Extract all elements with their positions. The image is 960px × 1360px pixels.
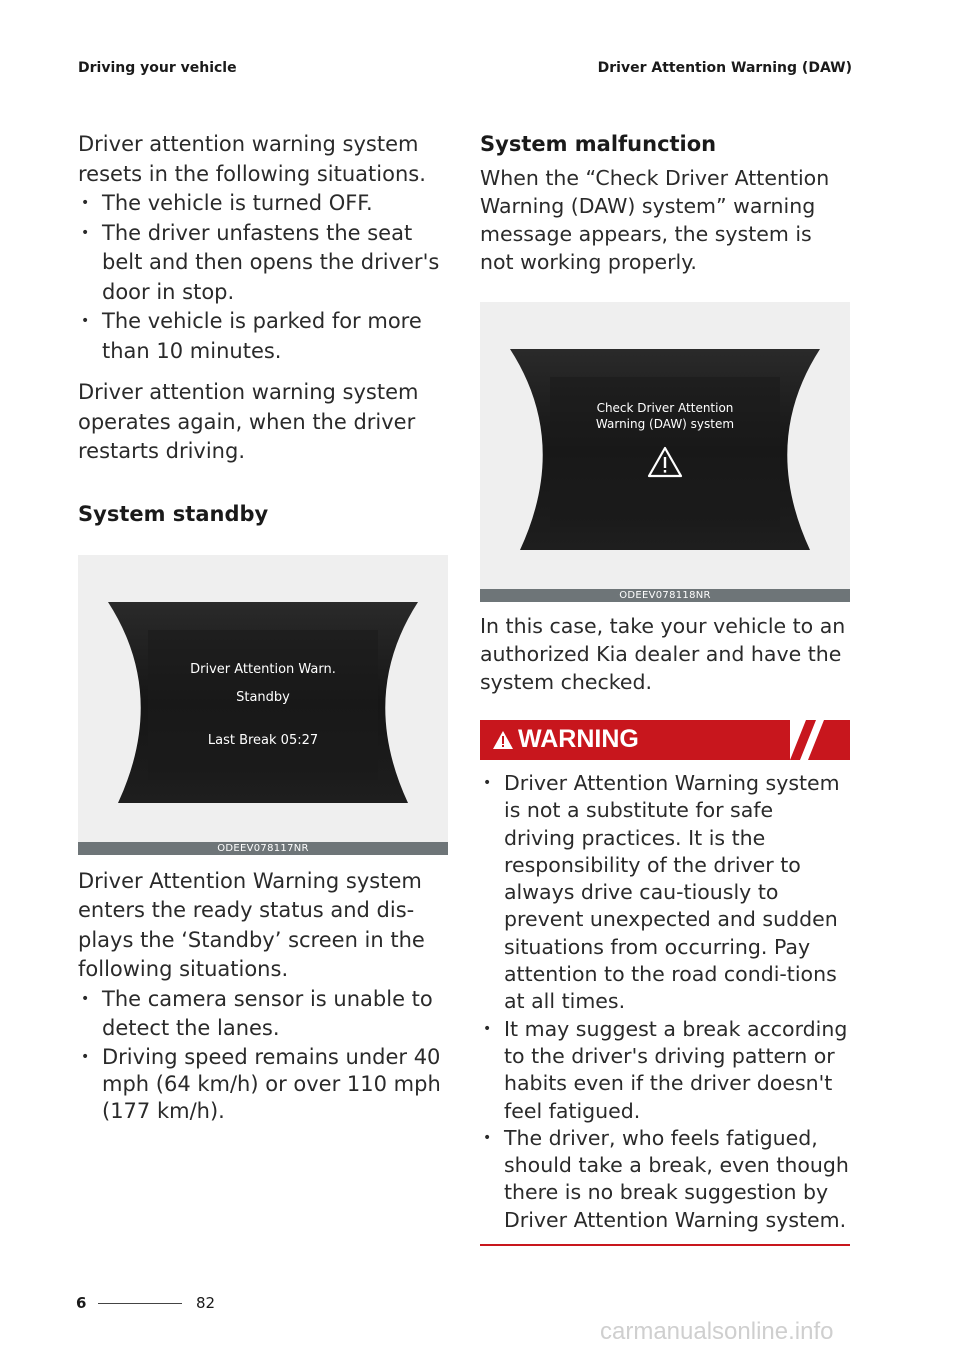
figure-code: ODEEV078117NR [78,842,448,855]
malfunction-figure [480,302,850,602]
malfunction-title: System malfunction [480,132,717,156]
warning-triangle-icon [492,730,514,750]
warning-stripes-decoration [790,720,850,760]
display-message-line2: Warning (DAW) system [595,417,735,431]
running-header-section: Driving your vehicle [78,60,237,76]
chapter-number: 6 [76,1294,87,1312]
standby-list [78,985,448,1125]
warning-end-rule [480,1244,850,1246]
operates-text: Driver attention warning system operates again, when the driver restarts driving. [78,380,419,463]
right-column [480,130,850,1246]
list-item: • The vehicle is turned OFF. [78,189,448,219]
running-header-topic: Driver Attention Warning (DAW) [597,60,852,76]
display-message-line1: Check Driver Attention [596,401,734,415]
malfunction-display-illustration [480,302,850,602]
warning-title: WARNING [518,725,639,753]
page-number: 82 [196,1294,216,1312]
figure-code: ODEEV078118NR [480,589,850,602]
reset-list [78,189,448,366]
list-item: • Driving speed remains under 40 mph (64 km/h) or over 110 mph (177 km/h). [78,1044,448,1125]
list-item: • The driver, who feels fatigued, should take a break, even though there is no break suggestion by Driver Attention Warning system. [480,1125,850,1234]
left-column [78,130,448,1125]
footer-divider [98,1303,182,1304]
standby-text: Driver Attention Warning system enters the ready status and dis-plays the ‘Standby’ screen in the following situations. [78,868,425,981]
display-status-text: Standby [236,689,290,705]
case-text: In this case, take your vehicle to an authorized Kia dealer and have the system checked. [480,614,846,694]
standby-display-illustration [78,555,448,855]
warning-banner [480,720,850,760]
malfunction-text: When the “Check Driver Attention Warning (DAW) system” warning message appears, the system is not working properly. [480,166,830,274]
reset-intro: Driver attention warning system resets in the following situations. [78,132,426,186]
warning-list [480,770,850,1234]
standby-figure [78,555,448,855]
watermark: carmanualsonline.info [600,1318,834,1345]
list-item: • The vehicle is parked for more than 10 minutes. [78,307,448,366]
list-item: • Driver Attention Warning system is not a substitute for safe driving practices. It is the responsibility of the driver to always drive cau-tiously to prevent unexpected and sudden situations from occurring. Pay attention to the road condi-tions at all times. [480,770,850,1016]
list-item: • It may suggest a break according to the driver's driving pattern or habits even if the driver doesn't feel fatigued. [480,1016,850,1125]
display-break-text: Last Break 05:27 [207,732,319,748]
standby-title: System standby [78,501,269,526]
list-item: • The driver unfastens the seat belt and then opens the driver's door in stop. [78,219,448,308]
display-title-text: Driver Attention Warn. [190,661,336,677]
list-item: • The camera sensor is unable to detect the lanes. [78,985,448,1044]
